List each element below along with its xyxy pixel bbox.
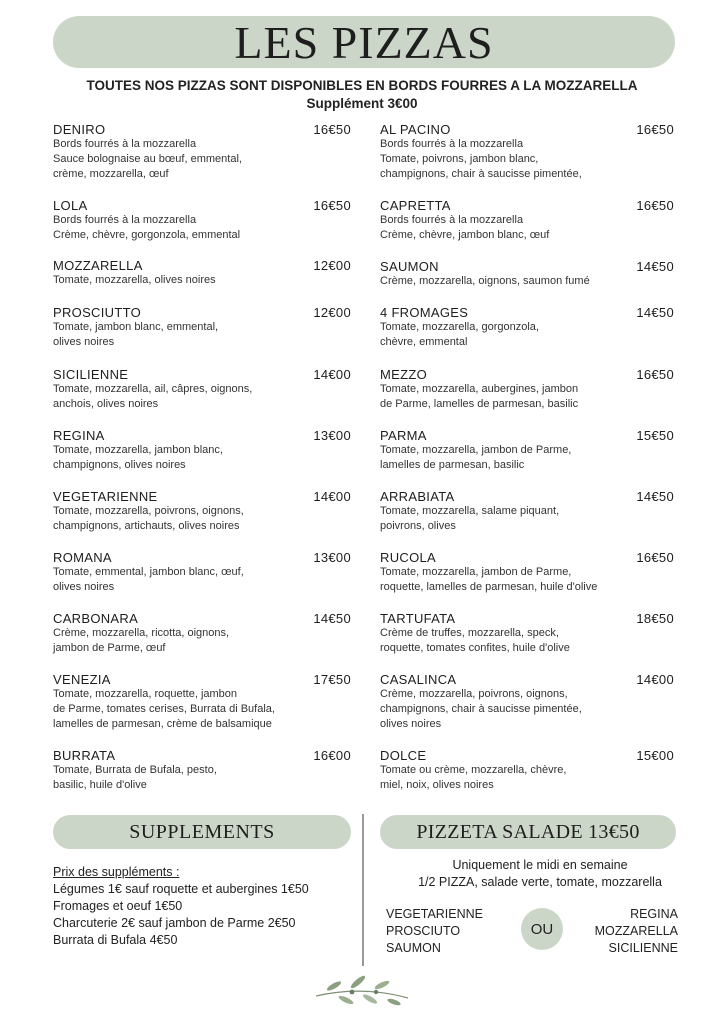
pizza-price: 12€00 [313,258,351,273]
pizza-price: 15€50 [636,428,674,443]
pizza-ingredients: Tomate, mozzarella, roquette, jambon [53,688,238,700]
menu-item-header [380,122,674,137]
pizza-ingredients: Crème, mozzarella, poivrons, oignons, [380,688,568,700]
pizza-price: 14€00 [313,367,351,382]
menu-item [53,305,351,350]
pizza-price: 14€50 [636,259,674,274]
pizzeta-choice: SAUMON [386,941,441,955]
pizzeta-choice: SICILIENNE [608,941,678,955]
menu-item [380,611,674,656]
pizza-price: 16€50 [636,367,674,382]
pizza-price: 18€50 [636,611,674,626]
menu-item [53,672,351,732]
supplements-heading: Prix des suppléments : [53,865,180,879]
pizza-name: VENEZIA [53,672,111,687]
pizza-ingredients: de Parme, lamelles de parmesan, basilic [380,398,579,410]
menu-item-header [53,305,351,320]
pizza-ingredients: poivrons, olives [380,520,456,532]
pizza-price: 13€00 [313,550,351,565]
pizza-price: 12€00 [313,305,351,320]
pizza-ingredients: Tomate, mozzarella, gorgonzola, [380,321,539,333]
supplements-list [53,864,351,949]
pizza-ingredients: Tomate, mozzarella, salame piquant, [380,505,560,517]
menu-item [380,367,674,412]
menu-item [380,550,674,595]
pizza-price: 16€00 [313,748,351,763]
pizza-name: VEGETARIENNE [53,489,158,504]
pizzeta-availability: Uniquement le midi en semaine [452,858,628,872]
pizza-ingredients: Crème, chèvre, gorgonzola, emmental [53,229,241,241]
menu-item [53,122,351,182]
pizza-price: 14€50 [313,611,351,626]
pizza-ingredients: Bords fourrés à la mozzarella [53,214,197,226]
menu-item-header [380,198,674,213]
pizzeta-title: PIZZETA SALADE 13€50 [416,820,640,843]
supplement-line: Charcuterie 2€ sauf jambon de Parme 2€50 [53,916,296,930]
pizza-ingredients: roquette, lamelles de parmesan, huile d'olive [380,581,598,593]
pizza-name: DENIRO [53,122,106,137]
menu-item-header [380,367,674,382]
pizzeta-choice: VEGETARIENNE [386,907,484,921]
pizza-ingredients: Tomate, mozzarella, jambon blanc, [53,444,223,456]
pizza-ingredients: jambon de Parme, œuf [53,642,166,654]
pizza-ingredients: Tomate, poivrons, jambon blanc, [380,153,539,165]
pizza-ingredients: Tomate, mozzarella, jambon de Parme, [380,566,572,578]
or-label: OU [530,920,554,938]
menu-item [380,198,674,243]
menu-item [53,428,351,473]
menu-item-header [53,198,351,213]
menu-item-header [380,550,674,565]
menu-item-header [380,259,674,274]
pizza-ingredients: Crème, chèvre, jambon blanc, œuf [380,229,550,241]
pizza-price: 16€50 [636,198,674,213]
pizza-ingredients: Tomate ou crème, mozzarella, chèvre, [380,764,567,776]
pizza-price: 14€50 [636,305,674,320]
menu-item [53,198,351,243]
pizza-ingredients: Crème, mozzarella, oignons, saumon fumé [380,275,590,287]
or-badge [521,908,563,950]
pizza-ingredients: Bords fourrés à la mozzarella [380,138,524,150]
pizza-name: LOLA [53,198,88,213]
menu-item [53,367,351,412]
pizza-name: SICILIENNE [53,367,129,382]
menu-item-header [380,611,674,626]
pizza-name: DOLCE [380,748,427,763]
pizza-ingredients: Tomate, mozzarella, aubergines, jambon [380,383,579,395]
pizza-ingredients: de Parme, tomates cerises, Burrata di Bufala, [53,703,275,715]
pizza-ingredients: Sauce bolognaise au bœuf, emmental, [53,153,242,165]
pizza-ingredients: Bords fourrés à la mozzarella [53,138,197,150]
pizza-name: PARMA [380,428,427,443]
pizza-ingredients: olives noires [53,581,115,593]
pizza-price: 16€50 [313,122,351,137]
menu-item [53,611,351,656]
pizza-price: 14€00 [313,489,351,504]
pizza-name: CARBONARA [53,611,139,626]
pizza-name: TARTUFATA [380,611,456,626]
page-title: LES PIZZAS [234,16,494,68]
supplement-line: Légumes 1€ sauf roquette et aubergines 1€50 [53,882,309,896]
menu-item-header [380,748,674,763]
pizza-ingredients: lamelles de parmesan, crème de balsamique [53,718,272,730]
menu-item-header [53,748,351,763]
pizza-name: 4 FROMAGES [380,305,469,320]
pizza-ingredients: Tomate, Burrata de Bufala, pesto, [53,764,217,776]
menu-item-header [53,367,351,382]
menu-item-header [53,672,351,687]
pizza-name: MEZZO [380,367,427,382]
pizzeta-choices-right [595,906,678,957]
supplement-line: Burrata di Bufala 4€50 [53,933,178,947]
menu-item-header [380,428,674,443]
pizza-price: 17€50 [313,672,351,687]
pizza-name: ARRABIATA [380,489,455,504]
pizzeta-choice: REGINA [630,907,678,921]
menu-item-header [53,550,351,565]
menu-item-header [53,258,351,273]
olive-branch-icon [312,966,412,1008]
pizza-ingredients: Tomate, mozzarella, poivrons, oignons, [53,505,244,517]
menu-item-header [380,305,674,320]
subtitle-line-2: Supplément 3€00 [306,96,418,111]
pizza-ingredients: chèvre, emmental [380,336,468,348]
pizza-ingredients: miel, noix, olives noires [380,779,494,791]
pizza-name: MOZZARELLA [53,258,143,273]
pizza-ingredients: Crème de truffes, mozzarella, speck, [380,627,559,639]
menu-item-header [380,672,674,687]
pizza-name: PROSCIUTTO [53,305,141,320]
menu-item [53,489,351,534]
pizza-ingredients: olives noires [53,336,115,348]
pizza-ingredients: anchois, olives noires [53,398,159,410]
pizzeta-choice: MOZZARELLA [594,924,678,938]
pizza-ingredients: champignons, artichauts, olives noires [53,520,240,532]
menu-item [53,550,351,595]
menu-item [380,428,674,473]
pizza-ingredients: Tomate, mozzarella, ail, câpres, oignons, [53,383,253,395]
pizza-name: AL PACINO [380,122,451,137]
pizza-ingredients: champignons, olives noires [53,459,186,471]
pizza-ingredients: lamelles de parmesan, basilic [380,459,525,471]
pizza-ingredients: Bords fourrés à la mozzarella [380,214,524,226]
pizza-name: CAPRETTA [380,198,451,213]
pizza-name: RUCOLA [380,550,436,565]
pizzeta-banner [380,815,676,849]
menu-item [53,748,351,793]
pizzeta-choice: PROSCIUTO [386,924,461,938]
menu-item [380,489,674,534]
pizza-ingredients: Tomate, jambon blanc, emmental, [53,321,219,333]
pizza-name: ROMANA [53,550,112,565]
menu-item-header [53,611,351,626]
pizza-ingredients: Tomate, emmental, jambon blanc, œuf, [53,566,244,578]
menu-item [53,258,351,288]
pizza-name: REGINA [53,428,105,443]
pizza-price: 16€50 [313,198,351,213]
pizza-ingredients: basilic, huile d'olive [53,779,147,791]
pizza-price: 16€50 [636,550,674,565]
pizza-price: 14€50 [636,489,674,504]
pizza-ingredients: Tomate, mozzarella, olives noires [53,274,216,286]
pizza-ingredients: crème, mozzarella, œuf [53,168,169,180]
menu-item [380,748,674,793]
pizza-ingredients: champignons, chair à saucisse pimentée, [380,168,582,180]
subtitle [0,77,724,113]
pizza-ingredients: Crème, mozzarella, ricotta, oignons, [53,627,230,639]
pizza-name: CASALINCA [380,672,457,687]
subtitle-line-1: TOUTES NOS PIZZAS SONT DISPONIBLES EN BORDS FOURRES A LA MOZZARELLA [86,78,638,93]
menu-item-header [53,122,351,137]
vertical-divider [362,814,364,966]
pizzeta-choices-left [386,906,483,957]
pizza-ingredients: champignons, chair à saucisse pimentée, [380,703,582,715]
menu-item-header [53,428,351,443]
menu-item [380,305,674,350]
supplements-banner [53,815,351,849]
supplement-line: Fromages et oeuf 1€50 [53,899,183,913]
pizzeta-info [370,857,710,891]
pizza-ingredients: roquette, tomates confites, huile d'olive [380,642,570,654]
pizza-price: 15€00 [636,748,674,763]
pizza-price: 13€00 [313,428,351,443]
menu-item [380,672,674,732]
title-banner [53,16,675,68]
supplements-title: SUPPLEMENTS [129,820,275,843]
menu-item [380,122,674,182]
pizza-name: BURRATA [53,748,116,763]
pizza-price: 14€00 [636,672,674,687]
menu-item-header [53,489,351,504]
pizza-ingredients: olives noires [380,718,442,730]
menu-item [380,259,674,289]
pizza-ingredients: Tomate, mozzarella, jambon de Parme, [380,444,572,456]
pizza-price: 16€50 [636,122,674,137]
menu-item-header [380,489,674,504]
pizza-name: SAUMON [380,259,439,274]
pizzeta-description: 1/2 PIZZA, salade verte, tomate, mozzarella [418,875,662,889]
